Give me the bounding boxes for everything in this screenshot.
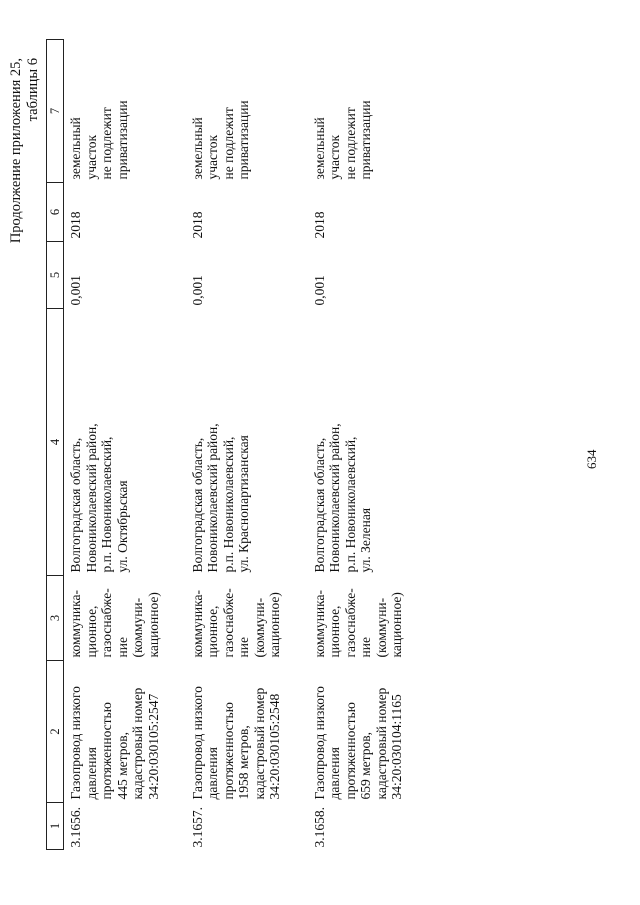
header-col-2: 2 <box>47 661 64 803</box>
purpose-cell <box>186 576 308 661</box>
object-name-line: протяженностью <box>99 702 115 800</box>
object-name-line: кадастровый номер <box>130 687 146 800</box>
status-line: приватизации <box>358 100 374 180</box>
address-cell <box>308 309 430 576</box>
header-col-5: 5 <box>47 242 64 309</box>
address-line: Новониколаевский район, <box>83 423 99 573</box>
header-col-6: 6 <box>47 183 64 242</box>
status-line: участок <box>83 134 99 180</box>
status-line: приватизации <box>236 100 252 180</box>
address-line: Волгоградская область, <box>189 437 205 573</box>
object-name-line: 34:20:030104:1165 <box>389 694 405 800</box>
status-line: земельный <box>311 117 327 180</box>
table-row <box>64 40 186 850</box>
object-name-line: 659 метров, <box>358 732 374 800</box>
address-line: Волгоградская область, <box>68 437 83 573</box>
address-line: ул. Зеленая <box>358 507 374 573</box>
object-name-cell <box>64 661 186 803</box>
status-line: не подлежит <box>342 107 358 180</box>
status-line: не подлежит <box>220 107 236 180</box>
purpose-cell <box>64 576 186 661</box>
header-col-1: 1 <box>47 803 64 850</box>
status-line: земельный <box>68 117 83 180</box>
purpose-line: ционное, <box>327 605 343 658</box>
purpose-line: (коммуни- <box>373 597 389 658</box>
purpose-cell <box>308 576 430 661</box>
purpose-line: ционное, <box>83 605 99 658</box>
object-name-line: Газопровод низкого <box>68 686 83 800</box>
status-line: не подлежит <box>99 107 115 180</box>
address-cell <box>64 309 186 576</box>
row-number-cell: 3.1656. <box>68 807 83 848</box>
continuation-note <box>8 58 42 243</box>
status-line: приватизации <box>114 100 130 180</box>
property-table <box>46 39 430 850</box>
object-name-line: 34:20:030105:2548 <box>267 693 283 800</box>
object-name-line: 1958 метров, <box>236 725 252 800</box>
header-row <box>47 40 64 850</box>
object-name-line: протяженностью <box>220 702 236 800</box>
status-line: участок <box>205 134 221 180</box>
object-name-cell <box>186 661 308 803</box>
table-row <box>186 40 308 850</box>
purpose-line: кационное) <box>389 592 405 658</box>
address-line: р.п. Новониколаевский, <box>342 436 358 573</box>
purpose-line: ние <box>114 637 130 658</box>
table-body <box>64 40 430 850</box>
object-name-line: давления <box>83 747 99 800</box>
purpose-line: ционное, <box>205 605 221 658</box>
object-name-line: давления <box>205 747 221 800</box>
year-cell: 2018 <box>68 211 83 239</box>
purpose-line: газоснабже- <box>99 588 115 658</box>
address-line: р.п. Новониколаевский, <box>220 436 236 573</box>
page-number: 634 <box>584 449 599 469</box>
object-name-line: кадастровый номер <box>373 687 389 800</box>
row-number-cell: 3.1658. <box>311 807 327 848</box>
area-cell: 0,001 <box>311 275 327 306</box>
purpose-line: коммуника- <box>68 590 83 658</box>
object-name-line: 34:20:030105:2547 <box>145 693 161 800</box>
purpose-line: ние <box>358 637 374 658</box>
purpose-line: кационное) <box>267 592 283 658</box>
area-cell: 0,001 <box>68 275 83 306</box>
purpose-line: ние <box>236 637 252 658</box>
purpose-line: коммуника- <box>189 590 205 658</box>
object-name-line: кадастровый номер <box>251 687 267 800</box>
row-number-cell: 3.1657. <box>189 807 205 848</box>
object-name-line: протяженностью <box>342 702 358 800</box>
year-cell: 2018 <box>189 211 205 239</box>
header-col-3: 3 <box>47 576 64 661</box>
object-name-line: Газопровод низкого <box>189 686 205 800</box>
object-name-cell <box>308 661 430 803</box>
area-cell: 0,001 <box>189 275 205 306</box>
status-line: земельный <box>189 117 205 180</box>
status-cell <box>186 40 308 183</box>
object-name-line: Газопровод низкого <box>311 686 327 800</box>
purpose-line: кационное) <box>145 592 161 658</box>
purpose-line: газоснабже- <box>342 588 358 658</box>
address-line: ул. Октябрьская <box>114 480 130 573</box>
status-cell <box>64 40 186 183</box>
object-name-line: давления <box>327 747 343 800</box>
header-col-4: 4 <box>47 309 64 576</box>
address-line: Новониколаевский район, <box>327 423 343 573</box>
address-line: Волгоградская область, <box>311 437 327 573</box>
purpose-line: газоснабже- <box>220 588 236 658</box>
continuation-line: Продолжение приложения 25, <box>8 58 24 244</box>
table-row <box>308 40 430 850</box>
address-line: ул. Краснопартизанская <box>236 435 252 573</box>
address-line: Новониколаевский район, <box>205 423 221 573</box>
object-name-line: 445 метров, <box>114 732 130 800</box>
purpose-line: (коммуни- <box>130 597 146 658</box>
year-cell: 2018 <box>311 211 327 239</box>
purpose-line: (коммуни- <box>251 597 267 658</box>
continuation-line: таблицы 6 <box>25 58 41 122</box>
purpose-line: коммуника- <box>311 590 327 658</box>
header-col-7: 7 <box>47 40 64 183</box>
address-cell <box>186 309 308 576</box>
status-cell <box>308 40 430 183</box>
address-line: р.п. Новониколаевский, <box>99 436 115 573</box>
status-line: участок <box>327 134 343 180</box>
